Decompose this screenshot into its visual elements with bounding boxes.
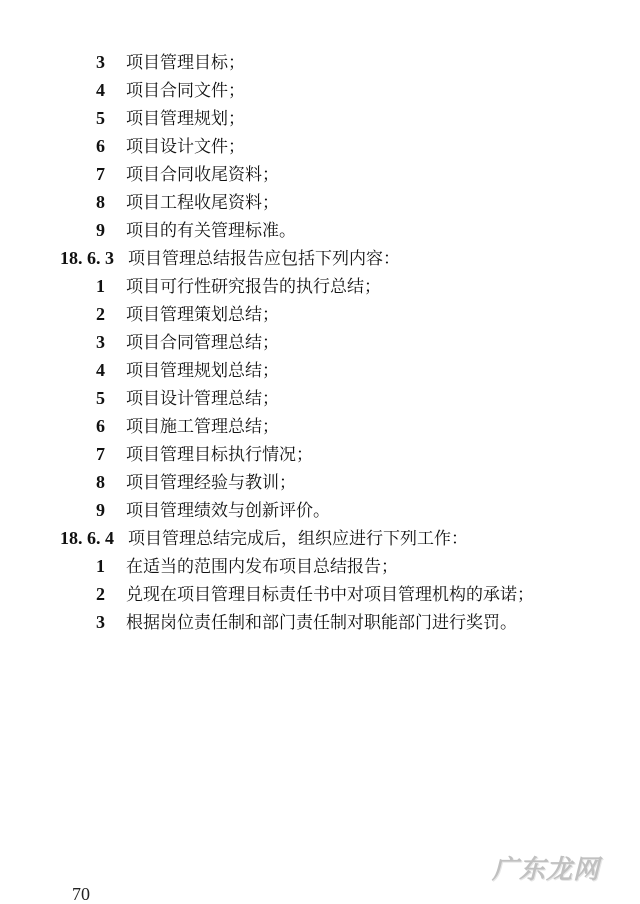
list-item — [96, 132, 245, 160]
item-number: 4 — [96, 360, 105, 380]
item-number: 6 — [96, 416, 105, 436]
list-item — [96, 468, 296, 496]
item-text: 项目的有关管理标准。 — [126, 221, 296, 241]
item-number: 5 — [96, 388, 105, 408]
item-number: 9 — [96, 500, 105, 520]
list-item — [96, 356, 279, 384]
item-text: 项目管理经验与教训； — [126, 473, 296, 493]
item-text: 项目管理策划总结； — [126, 305, 279, 325]
item-number: 2 — [96, 584, 105, 604]
list-item — [96, 608, 517, 636]
section-text: 项目管理总结完成后，组织应进行下列工作： — [128, 529, 468, 549]
section-heading-18-6-4 — [60, 524, 468, 552]
item-text: 项目合同文件； — [126, 81, 245, 101]
item-number: 9 — [96, 220, 105, 240]
item-text: 兑现在项目管理目标责任书中对项目管理机构的承诺； — [126, 585, 534, 605]
list-item — [96, 384, 279, 412]
section-number: 18. 6. 3 — [60, 248, 114, 268]
section-text: 项目管理总结报告应包括下列内容： — [128, 249, 400, 269]
item-number: 8 — [96, 192, 105, 212]
list-item — [96, 328, 279, 356]
list-item — [96, 552, 398, 580]
item-text: 项目合同管理总结； — [126, 333, 279, 353]
item-number: 3 — [96, 612, 105, 632]
item-text: 项目设计文件； — [126, 137, 245, 157]
list-item — [96, 440, 313, 468]
list-item — [96, 76, 245, 104]
item-number: 6 — [96, 136, 105, 156]
item-text: 项目管理规划总结； — [126, 361, 279, 381]
section-heading-18-6-3 — [60, 244, 400, 272]
list-item — [96, 188, 279, 216]
item-text: 根据岗位责任制和部门责任制对职能部门进行奖罚。 — [126, 613, 517, 633]
section-number: 18. 6. 4 — [60, 528, 114, 548]
item-text: 在适当的范围内发布项目总结报告； — [126, 557, 398, 577]
item-text: 项目工程收尾资料； — [126, 193, 279, 213]
list-item — [96, 412, 279, 440]
list-item — [96, 104, 245, 132]
item-number: 2 — [96, 304, 105, 324]
item-number: 7 — [96, 164, 105, 184]
item-text: 项目管理绩效与创新评价。 — [126, 501, 330, 521]
item-number: 4 — [96, 80, 105, 100]
list-item — [96, 160, 279, 188]
list-item — [96, 48, 245, 76]
page-number: 70 — [72, 884, 90, 904]
item-number: 3 — [96, 332, 105, 352]
item-number: 3 — [96, 52, 105, 72]
list-item — [96, 272, 381, 300]
item-number: 1 — [96, 556, 105, 576]
item-text: 项目施工管理总结； — [126, 417, 279, 437]
item-number: 5 — [96, 108, 105, 128]
item-text: 项目管理规划； — [126, 109, 245, 129]
item-text: 项目管理目标执行情况； — [126, 445, 313, 465]
item-number: 8 — [96, 472, 105, 492]
item-number: 1 — [96, 276, 105, 296]
item-text: 项目管理目标； — [126, 53, 245, 73]
list-item — [96, 496, 330, 524]
item-text: 项目可行性研究报告的执行总结； — [126, 277, 381, 297]
watermark-logo: 广东龙网 — [492, 855, 601, 885]
item-text: 项目合同收尾资料； — [126, 165, 279, 185]
list-item — [96, 300, 279, 328]
item-text: 项目设计管理总结； — [126, 389, 279, 409]
item-number: 7 — [96, 444, 105, 464]
list-item — [96, 580, 534, 608]
list-item — [96, 216, 296, 244]
